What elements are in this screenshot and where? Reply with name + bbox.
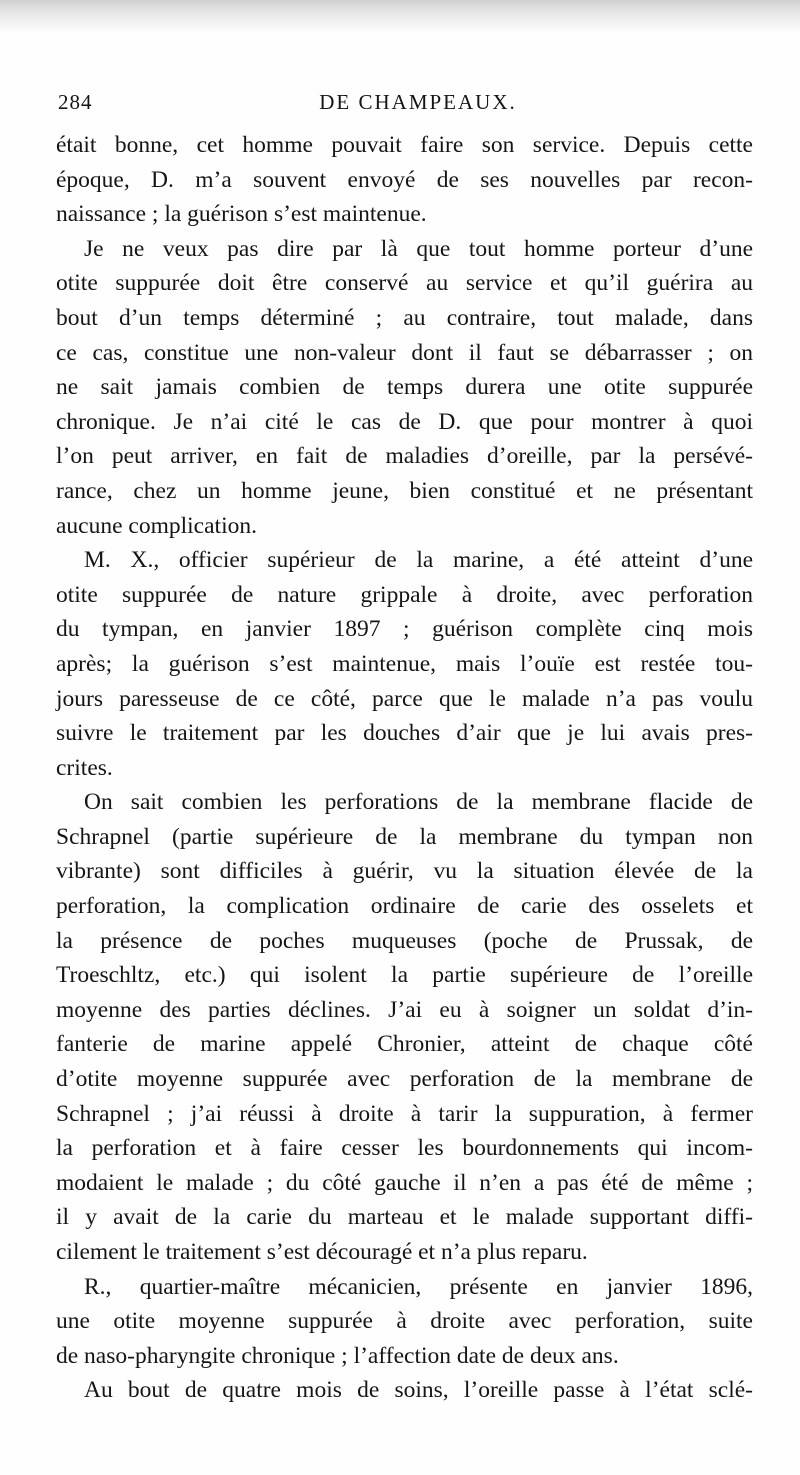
text-line: jours paresseuse de ce côté, parce que le malade n’a pas voulu <box>56 685 753 712</box>
text-line: modaient le malade ; du côté gauche il n’en a pas été de même ; <box>56 1169 753 1196</box>
text-line: du tympan, en janvier 1897 ; guérison complète cinq mois <box>56 616 753 643</box>
text-line: On sait combien les perforations de la membrane flacide de <box>84 789 753 816</box>
text-line: ne sait jamais combien de temps durera une otite suppurée <box>56 374 753 401</box>
text-line: Schrapnel (partie supérieure de la membrane du tympan non <box>56 823 753 850</box>
scan-edge-shadow <box>0 0 800 34</box>
text-line: otite suppurée de nature grippale à droite, avec perforation <box>56 581 753 608</box>
running-title: DE CHAMPEAUX. <box>319 90 517 114</box>
text-line: vibrante) sont difficiles à guérir, vu la situation élevée de la <box>56 858 753 885</box>
text-line: était bonne, cet homme pouvait faire son service. Depuis cette <box>56 132 753 158</box>
text-line: après; la guérison s’est maintenue, mais l’ouïe est restée tou- <box>56 650 753 677</box>
text-line: il y avait de la carie du marteau et le malade supportant diffi- <box>56 1204 753 1231</box>
text-line: fanterie de marine appelé Chronier, atteint de chaque côté <box>56 1031 753 1058</box>
text-line: une otite moyenne suppurée à droite avec perforation, suite <box>56 1308 753 1335</box>
text-line: cilement le traitement s’est découragé et n’a plus reparu. <box>56 1239 588 1265</box>
text-line: M. X., officier supérieur de la marine, a été atteint d’une <box>84 547 753 574</box>
text-line: R., quartier-maître mécanicien, présente en janvier 1896, <box>84 1273 753 1300</box>
text-line: Schrapnel ; j’ai réussi à droite à tarir la suppuration, à fermer <box>56 1100 753 1127</box>
text-line: la présence de poches muqueuses (poche de Prussak, de <box>56 927 753 954</box>
text-line: de naso-pharyngite chronique ; l’affection date de deux ans. <box>56 1342 619 1369</box>
text-line: l’on peut arriver, en fait de maladies d’oreille, par la persévé- <box>56 443 753 470</box>
body-text <box>56 128 753 1408</box>
text-line: aucune complication. <box>56 512 257 539</box>
text-line: otite suppurée doit être conservé au service et qu’il guérira au <box>56 270 753 297</box>
text-line: époque, D. m’a souvent envoyé de ses nouvelles par recon- <box>56 166 753 193</box>
running-header <box>58 90 748 120</box>
text-line: rance, chez un homme jeune, bien constitué et ne présentant <box>56 477 753 504</box>
text-line: moyenne des parties déclines. J’ai eu à soigner un soldat d’in- <box>56 996 753 1023</box>
page-number: 284 <box>58 90 93 114</box>
text-line: chronique. Je n’ai cité le cas de D. que pour montrer à quoi <box>56 408 753 435</box>
text-line: Troeschltz, etc.) qui isolent la partie supérieure de l’oreille <box>56 962 753 989</box>
text-line: Au bout de quatre mois de soins, l’oreille passe à l’état sclé- <box>84 1377 753 1404</box>
text-line: la perforation et à faire cesser les bourdonnements qui incom- <box>56 1135 753 1162</box>
text-line: naissance ; la guérison s’est maintenue. <box>56 201 427 228</box>
text-line: ce cas, constitue une non-valeur dont il faut se débarrasser ; on <box>56 339 753 366</box>
text-line: perforation, la complication ordinaire de carie des osselets et <box>56 893 753 920</box>
text-line: d’otite moyenne suppurée avec perforation de la membrane de <box>56 1066 753 1093</box>
text-line: suivre le traitement par les douches d’air que je lui avais pres- <box>56 720 753 747</box>
text-line: Je ne veux pas dire par là que tout homme porteur d’une <box>84 235 753 262</box>
text-line: bout d’un temps déterminé ; au contraire, tout malade, dans <box>56 304 753 331</box>
text-line: crites. <box>56 754 113 781</box>
